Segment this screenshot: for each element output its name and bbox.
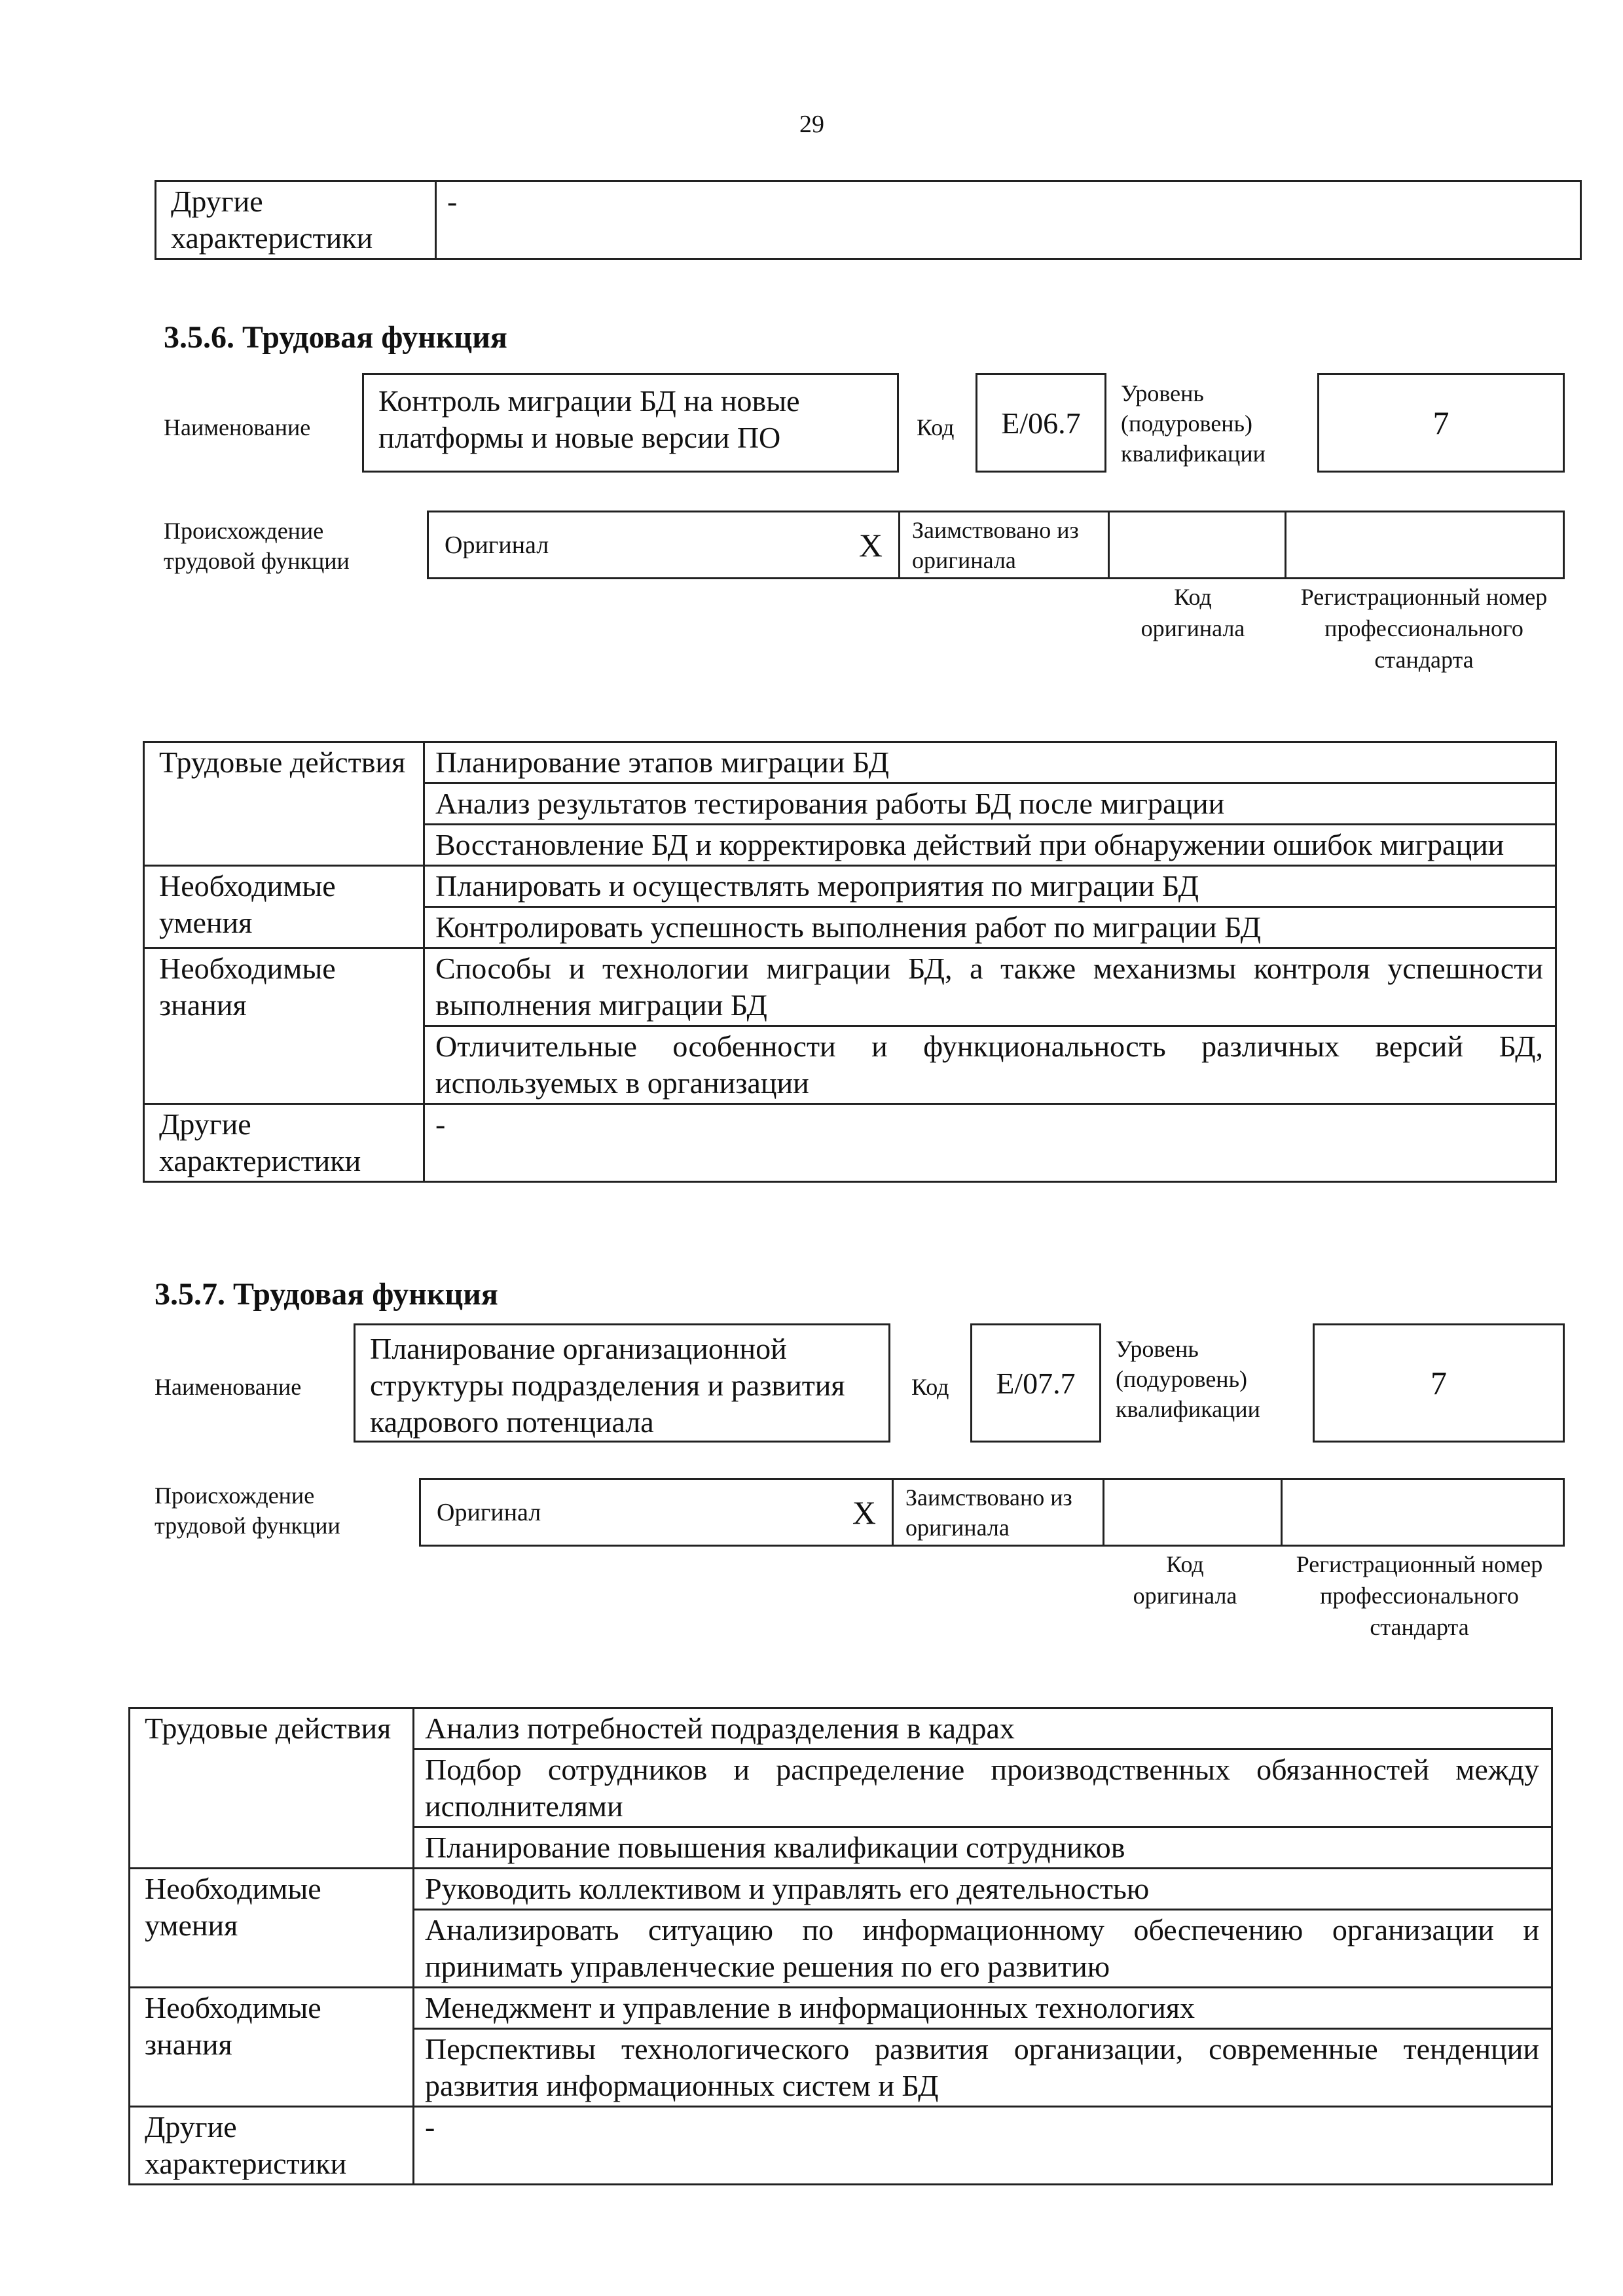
- reg-number-caption: Регистрационный номер профессионального стандарта: [1300, 584, 1548, 673]
- table-item: Способы и технологии миграции БД, а также механизмы контроля успешности выполнения миграции БД: [424, 948, 1556, 1026]
- function-table: [143, 741, 1557, 1183]
- top-continuation-table: [155, 180, 1582, 260]
- page-number: 29: [799, 111, 824, 138]
- level-box: 7: [1313, 1323, 1565, 1443]
- reg-number-cell: [1283, 1480, 1563, 1545]
- category-label: Другие характеристики: [130, 2107, 414, 2185]
- borrowed-label: Заимствовано из оригинала: [894, 1480, 1104, 1545]
- table-item: -: [414, 2107, 1552, 2185]
- level-label: Уровень (подуровень) квалификации: [1116, 1336, 1260, 1422]
- origin-label: Происхождение трудовой функции: [155, 1482, 340, 1539]
- table-item: Подбор сотрудников и распределение производственных обязанностей между исполнителями: [414, 1749, 1552, 1827]
- table-item: Менеджмент и управление в информационных технологиях: [414, 1988, 1552, 2029]
- section-title: 3.5.7. Трудовая функция: [155, 1277, 498, 1312]
- table-item: Руководить коллективом и управлять его деятельностью: [414, 1869, 1552, 1910]
- table-item: Отличительные особенности и функциональность различных версий БД, используемых в организации: [424, 1026, 1556, 1104]
- code-label: Код: [917, 414, 955, 440]
- code-original-cell: [1104, 1480, 1283, 1545]
- category-label: Необходимые знания: [144, 948, 424, 1104]
- origin-original-cell: [429, 512, 900, 577]
- origin-row: [419, 1478, 1565, 1547]
- code-original-caption: Код оригинала: [1140, 584, 1245, 641]
- category-label: Трудовые действия: [144, 742, 424, 866]
- table-item: Планирование повышения квалификации сотрудников: [414, 1827, 1552, 1869]
- table-item: Планировать и осуществлять мероприятия по миграции БД: [424, 866, 1556, 907]
- code-label: Код: [911, 1374, 949, 1400]
- reg-number-cell: [1286, 512, 1563, 577]
- category-label: Необходимые умения: [144, 866, 424, 948]
- code-box: E/07.7: [970, 1323, 1101, 1443]
- table-item: Восстановление БД и корректировка действий при обнаружении ошибок миграции: [424, 825, 1556, 866]
- function-name-box: Контроль миграции БД на новые платформы и новые версии ПО: [362, 373, 899, 473]
- level-box: 7: [1317, 373, 1565, 473]
- origin-original-cell: [421, 1480, 894, 1545]
- borrowed-label: Заимствовано из оригинала: [900, 512, 1110, 577]
- origin-label: Происхождение трудовой функции: [164, 518, 350, 574]
- category-label: Необходимые знания: [130, 1988, 414, 2107]
- function-table: [128, 1707, 1553, 2185]
- function-name-box: Планирование организационной структуры подразделения и развития кадрового потенциала: [354, 1323, 890, 1443]
- code-box: E/06.7: [976, 373, 1106, 473]
- category-label: Необходимые умения: [130, 1869, 414, 1988]
- original-mark: X: [852, 1494, 876, 1531]
- name-label: Наименование: [164, 414, 311, 440]
- section-title: 3.5.6. Трудовая функция: [164, 320, 507, 355]
- category-label: Трудовые действия: [130, 1708, 414, 1869]
- name-label: Наименование: [155, 1374, 302, 1400]
- code-original-cell: [1110, 512, 1286, 577]
- code-original-caption: Код оригинала: [1133, 1551, 1237, 1609]
- table-item: Перспективы технологического развития организации, современные тенденции развития информационных систем и БД: [414, 2029, 1552, 2107]
- original-mark: X: [858, 526, 883, 564]
- reg-number-caption: Регистрационный номер профессионального стандарта: [1296, 1551, 1543, 1640]
- table-item: -: [424, 1104, 1556, 1182]
- category-label: Другие характеристики: [144, 1104, 424, 1182]
- table-item: Планирование этапов миграции БД: [424, 742, 1556, 783]
- table-item: Анализ результатов тестирования работы БД после миграции: [424, 783, 1556, 825]
- origin-row: [427, 511, 1565, 579]
- category-value: -: [436, 181, 1581, 259]
- original-label: Оригинал: [437, 1498, 541, 1526]
- table-item: Анализ потребностей подразделения в кадрах: [414, 1708, 1552, 1749]
- level-label: Уровень (подуровень) квалификации: [1121, 380, 1266, 467]
- table-item: Анализировать ситуацию по информационному обеспечению организации и принимать управленческие решения по его развитию: [414, 1910, 1552, 1988]
- category-label: Другие характеристики: [156, 181, 436, 259]
- table-item: Контролировать успешность выполнения работ по миграции БД: [424, 907, 1556, 948]
- original-label: Оригинал: [445, 531, 549, 559]
